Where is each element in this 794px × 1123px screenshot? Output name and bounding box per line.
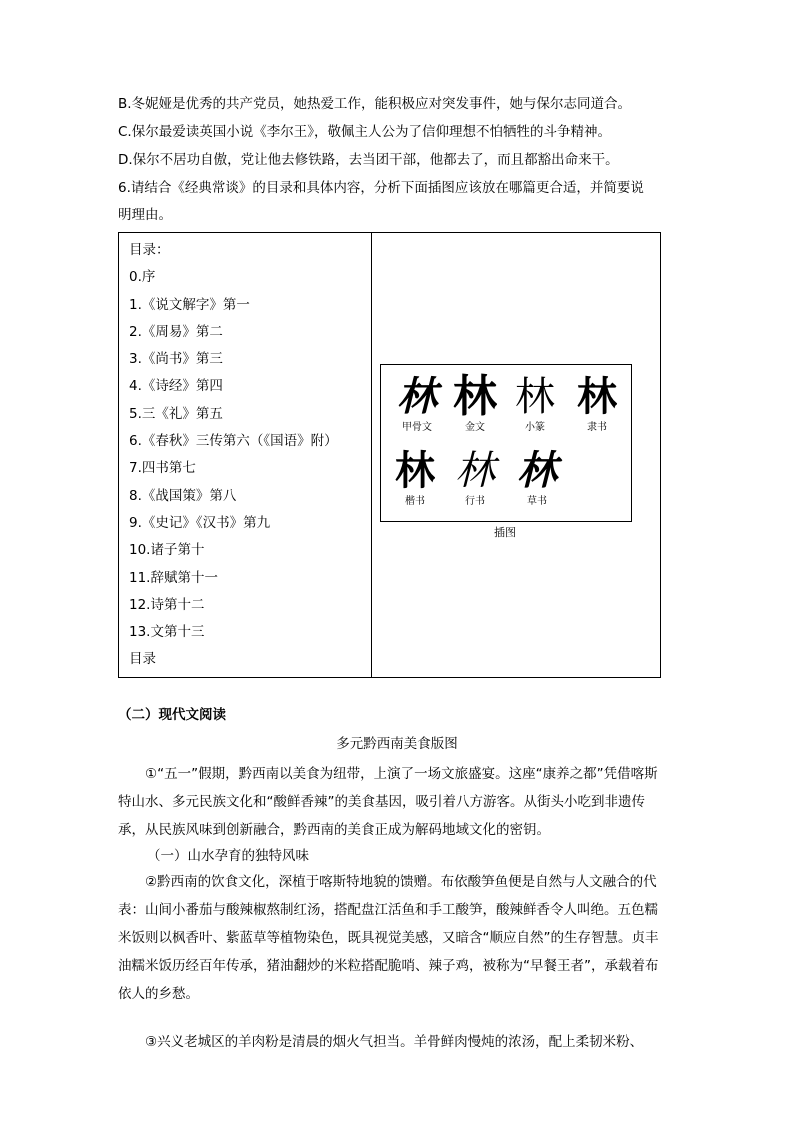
toc-item: 7.四书第七 [129,460,196,477]
glyph-char: 林 [577,373,617,420]
calligraphy-illustration [380,364,632,522]
toc-item: 目录： [129,242,170,258]
subheading: （一）山水孕育的独特风味 [147,848,309,864]
toc-item: 6.《春秋》三传第六（《国语》附） [129,433,338,450]
glyph-char: 林 [453,371,497,422]
glyph-char: 林 [455,448,495,494]
toc-item: 11.辞赋第十一 [129,569,218,586]
glyph-regular [385,447,445,509]
glyph-char: 林 [397,373,437,420]
glyph-oracle-bone [387,373,447,435]
glyph-label: 楷书 [405,496,425,507]
toc-item: 目录 [129,651,156,668]
paragraph-1: ①“五一”假期，黔西南以美食为纽带，上演了一场文旅盛宴。这座“康养之都”凭借喀斯特山水、多元民族文化和“酸鲜香辣”的美食基因，吸引着八方游客。从街头小吃到非遗传承，从民族风味到创新融合，黔西南的美食正成为解码地域文化的密钥。 [118,766,658,838]
toc-item: 0.序 [129,269,156,286]
glyph-label: 金文 [465,422,485,433]
table-of-contents [129,237,338,674]
toc-item: 12.诗第十二 [129,596,205,613]
toc-item: 10.诸子第十 [129,542,205,559]
article-title: 多元黔西南美食版图 [336,736,458,752]
toc-item: 4.《诗经》第四 [129,378,223,395]
glyph-label: 隶书 [587,422,607,433]
glyph-char: 林 [515,374,555,420]
table-divider [371,233,372,677]
toc-item: 13.文第十三 [129,624,205,641]
glyph-clerical [567,373,627,435]
glyph-cursive [507,447,567,509]
question-6-line2: 明理由。 [118,207,172,223]
option-d: D.保尔不居功自傲，党让他去修铁路，去当团干部，他都去了，而且都豁出命来干。 [118,152,619,168]
glyph-label: 行书 [465,496,485,507]
option-b: B.冬妮娅是优秀的共产党员，她热爱工作，能积极应对突发事件，她与保尔志同道合。 [118,96,632,112]
glyph-bronze [445,373,505,435]
illustration-caption: 插图 [494,526,516,539]
glyph-label: 草书 [527,496,547,507]
glyph-char: 林 [395,448,435,494]
toc-item: 1.《说文解字》第一 [129,296,250,313]
toc-item: 8.《战国策》第八 [129,487,237,504]
toc-item: 5.三《礼》第五 [129,405,223,422]
paragraph-3: ③兴义老城区的羊肉粉是清晨的烟火气担当。羊骨鲜肉慢炖的浓汤，配上柔韧米粉、 [145,1034,644,1050]
glyph-small-seal [505,373,565,435]
section-heading: （二）现代文阅读 [118,707,226,723]
toc-item: 2.《周易》第二 [129,323,223,340]
toc-item: 9.《史记》《汉书》第九 [129,514,271,531]
glyph-label: 甲骨文 [402,422,432,433]
glyph-char: 林 [517,447,557,494]
toc-item: 3.《尚书》第三 [129,351,223,368]
question-6-line1: 6.请结合《经典常谈》的目录和具体内容，分析下面插图应该放在哪篇更合适，并简要说 [118,180,644,196]
glyph-label: 小篆 [525,422,545,433]
option-c: C.保尔最爱读英国小说《李尔王》，敬佩主人公为了信仰理想不怕牺牲的斗争精神。 [118,124,611,140]
paragraph-2: ②黔西南的饮食文化，深植于喀斯特地貌的馈赠。布依酸笋鱼便是自然与人文融合的代表：山间小番茄与酸辣椒熬制红汤，搭配盘江活鱼和手工酸笋，酸辣鲜香令人叫绝。五色糯米饭则以枫香叶、紫蓝草等植物染色，既具视觉美感，又暗含“顺应自然”的生存智慧。贞丰油糯米饭历经百年传承，猪油翻炒的米粒搭配脆哨、辣子鸡，被称为“早餐王者”，承载着布依人的乡愁。 [118,874,659,1002]
glyph-running [445,447,505,509]
